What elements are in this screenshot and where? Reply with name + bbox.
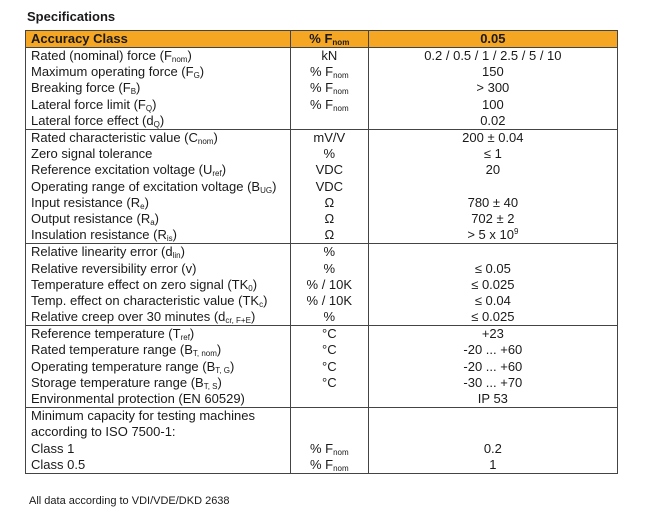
table-row: Temp. effect on characteristic value $(TK_c)$ % / 10K ≤ 0.04 [26, 293, 618, 309]
group-electrical [26, 129, 618, 243]
table-row: Operating temperature range $(B_{T, G})$ °C -20 ... +60 [26, 359, 618, 375]
group-force [26, 48, 618, 130]
table-row: Output resistance $(R_a)$ Ω 702 ± 2 [26, 211, 618, 227]
table-row: Storage temperature range $(B_{T, S})$ °C -30 ... +70 [26, 375, 618, 391]
table-row: Insulation resistance $(R_{is})$ Ω > 5 x $10^9$ [26, 227, 618, 244]
table-row: Operating range of excitation voltage $(B_{UG})$ VDC [26, 179, 618, 195]
group-temperature [26, 326, 618, 408]
table-row: Zero signal tolerance % ≤ 1 [26, 146, 618, 162]
group-accuracy [26, 244, 618, 326]
table-row: Rated (nominal) force $(F_{nom})$ kN 0.2 / 0.5 / 1 / 2.5 / 5 / 10 [26, 48, 618, 65]
table-row: Rated temperature range $(B_{T, nom})$ °C -20 ... +60 [26, 342, 618, 358]
table-row: Lateral force effect $(d_Q)$ 0.02 [26, 113, 618, 130]
group-testing-machines [26, 408, 618, 474]
table-row: Input resistance $(R_e)$ Ω 780 ± 40 [26, 195, 618, 211]
table-row: Relative reversibility error (v) % ≤ 0.05 [26, 260, 618, 276]
table-header-row [26, 31, 618, 48]
table-row: Relative creep over 30 minutes $(d_{cr, F+E})$ % ≤ 0.025 [26, 309, 618, 326]
table-row: Temperature effect on zero signal $(TK_0)$ % / 10K ≤ 0.025 [26, 277, 618, 293]
table-row: Reference excitation voltage $(U_{ref})$ VDC 20 [26, 162, 618, 178]
table-row: Rated characteristic value $(C_{nom})$ mV/V 200 ± 0.04 [26, 129, 618, 146]
table-row: Class 0.5 % $F_{nom}$ 1 [26, 457, 618, 474]
specifications-table [25, 30, 618, 474]
table-row: Lateral force limit $(F_Q)$ % $F_{nom}$ 100 [26, 97, 618, 113]
header-value: 0.05 [368, 31, 617, 48]
footnote: All data according to VDI/VDE/DKD 2638 [29, 495, 230, 507]
table-row: Maximum operating force $(F_G)$ % $F_{nom}$ 150 [26, 64, 618, 80]
table-row: Class 1 % $F_{nom}$ 0.2 [26, 441, 618, 457]
table-row: according to ISO 7500-1: [26, 424, 618, 440]
table-row: Relative linearity error $(d_{lin})$ % [26, 244, 618, 261]
header-unit: % $F_{nom}$ [290, 31, 368, 48]
table-row: Breaking force $(F_B)$ % $F_{nom}$ > 300 [26, 80, 618, 96]
table-row: Environmental protection (EN 60529) IP 53 [26, 391, 618, 408]
header-label: Accuracy Class [26, 31, 291, 48]
section-title: Specifications [27, 9, 116, 24]
table-row: Reference temperature $(T_{ref})$ °C +23 [26, 326, 618, 343]
table-row: Minimum capacity for testing machines [26, 408, 618, 425]
